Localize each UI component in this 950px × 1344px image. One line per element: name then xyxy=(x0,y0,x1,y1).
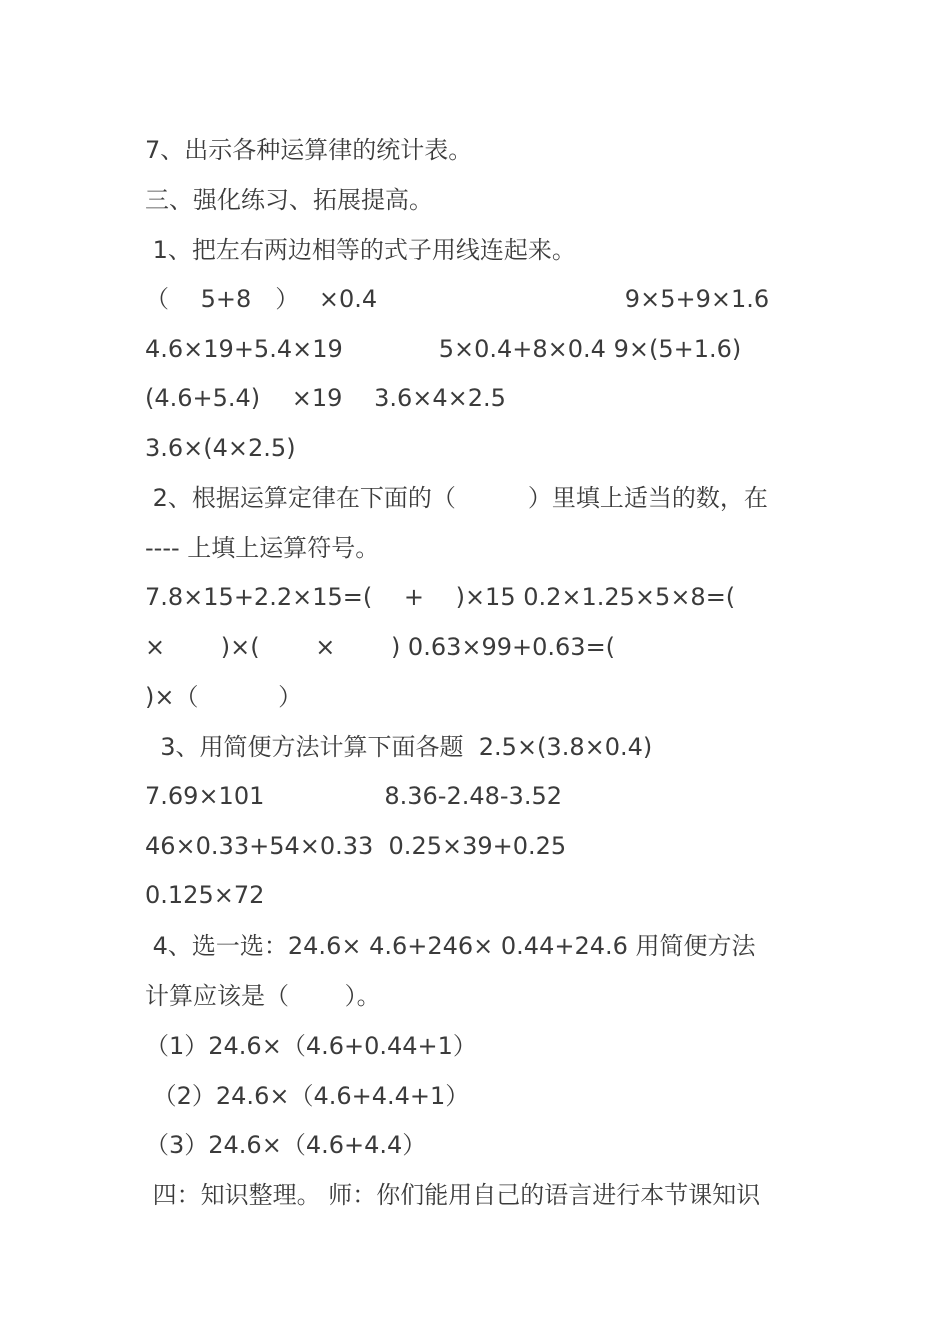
exercise-2-line-1: 7.8×15+2.2×15=( + )×15 0.2×1.25×5×8=( xyxy=(145,583,736,611)
exercise-2-line-2: × )×( × ) 0.63×99+0.63=( xyxy=(145,633,616,661)
exercise-1-line-3: (4.6+5.4) ×19 3.6×4×2.5 xyxy=(145,384,506,412)
exercise-1-line-2: 4.6×19+5.4×19 5×0.4+8×0.4 9×(5+1.6) xyxy=(145,335,742,363)
text-line-7-summary-table: 7、出示各种运算律的统计表。 xyxy=(145,136,473,164)
exercise-4-question-cont: 计算应该是（ ）。 xyxy=(145,982,381,1010)
exercise-2-instruction-cont: ---- 上填上运算符号。 xyxy=(145,534,380,562)
exercise-3-line-3: 0.125×72 xyxy=(145,881,265,909)
exercise-1-instruction: 1、把左右两边相等的式子用线连起来。 xyxy=(145,236,576,264)
exercise-2-line-3: )×（ ） xyxy=(145,683,303,711)
exercise-4-option-1: （1）24.6×（4.6+0.44+1） xyxy=(145,1032,477,1060)
exercise-1-line-4: 3.6×(4×2.5) xyxy=(145,434,296,462)
exercise-4-option-2: （2）24.6×（4.6+4.4+1） xyxy=(145,1082,470,1110)
exercise-3-line-2: 46×0.33+54×0.33 0.25×39+0.25 xyxy=(145,832,567,860)
section-heading-practice: 三、强化练习、拓展提高。 xyxy=(145,186,433,214)
section-heading-summary: 四：知识整理。 师：你们能用自己的语言进行本节课知识 xyxy=(145,1181,761,1209)
exercise-3-instruction: 3、用简便方法计算下面各题 2.5×(3.8×0.4) xyxy=(145,733,653,761)
exercise-4-question: 4、选一选：24.6× 4.6+246× 0.44+24.6 用简便方法 xyxy=(145,932,756,960)
exercise-3-line-1: 7.69×101 8.36-2.48-3.52 xyxy=(145,782,562,810)
exercise-1-line-1: （ 5+8 ） ×0.4 9×5+9×1.6 xyxy=(145,285,770,313)
exercise-4-option-3: （3）24.6×（4.6+4.4） xyxy=(145,1131,427,1159)
exercise-2-instruction: 2、根据运算定律在下面的（ ）里填上适当的数，在 xyxy=(145,484,768,512)
